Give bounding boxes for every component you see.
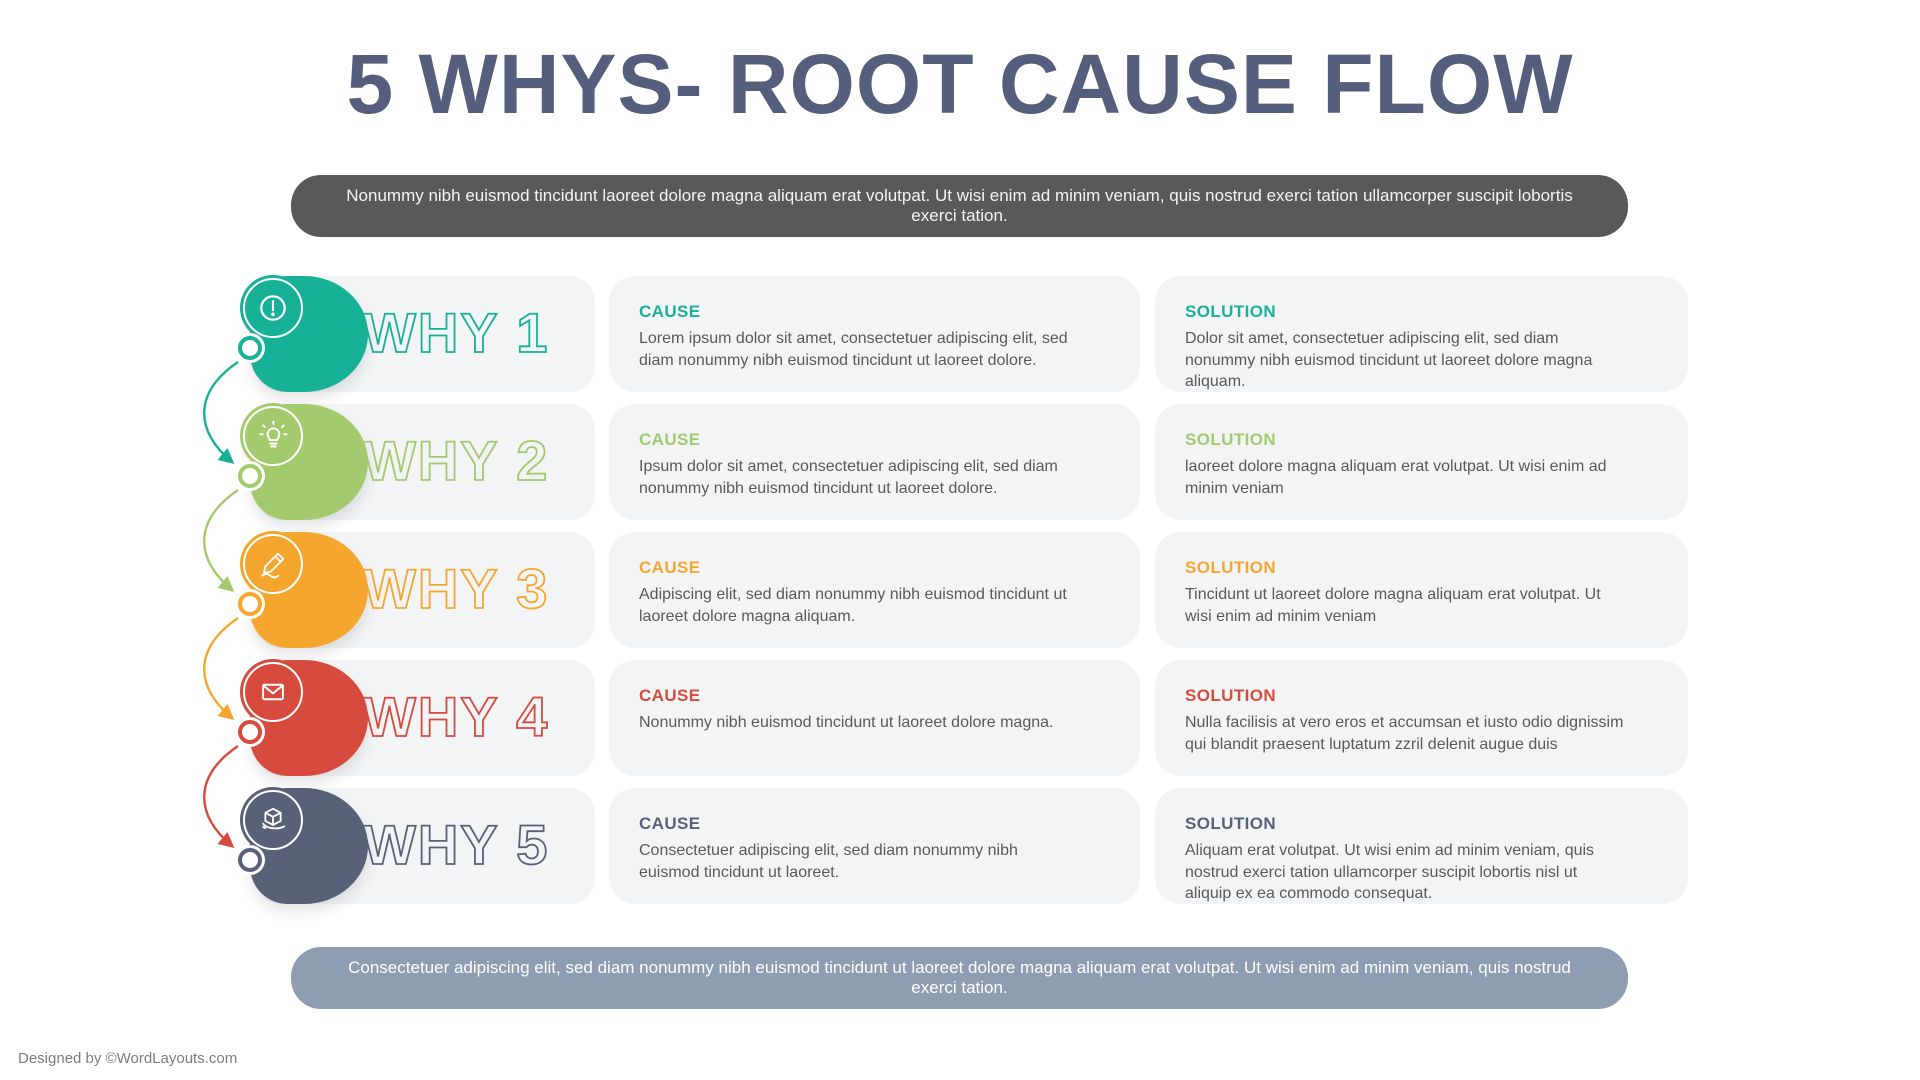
why-2-label-card: [255, 404, 595, 520]
footer-credit: Designed by ©WordLayouts.com: [18, 1050, 238, 1067]
why-2-cause-card: [609, 404, 1140, 520]
pencil-icon: [255, 546, 291, 582]
solution-heading: SOLUTION: [1185, 558, 1277, 577]
why-5-label: [359, 788, 591, 904]
why-2-connector-ring: [238, 464, 262, 488]
why-row-3: [255, 532, 1688, 648]
cause-heading: CAUSE: [639, 814, 701, 833]
why-1-connector-ring: [238, 336, 262, 360]
cause-text: Nonummy nibh euismod tincidunt ut laoreet dolore magna.: [639, 714, 1054, 731]
intro-banner: [291, 175, 1628, 237]
arrow-why2-why3: [204, 490, 238, 590]
cause-text: Consectetuer adipiscing elit, sed diam nonummy nibh euismod tincidunt ut laoreet.: [639, 842, 1018, 881]
why-3-solution-card: [1155, 532, 1688, 648]
why-1-icon-circle: [240, 275, 306, 341]
svg-text:WHY 2: WHY 2: [363, 429, 550, 492]
why-4-connector-ring: [238, 720, 262, 744]
why-5-label-card: [255, 788, 595, 904]
cause-heading: CAUSE: [639, 302, 701, 321]
svg-text:WHY 5: WHY 5: [363, 813, 550, 876]
why-row-4: [255, 660, 1688, 776]
solution-text: Aliquam erat volutpat. Ut wisi enim ad minim veniam, quis nostrud exerci tation ullamcorper suscipit lobortis nisl ut aliquip ex ea commodo consequat.: [1185, 842, 1595, 903]
why-2-label: [359, 404, 591, 520]
solution-text: Nulla facilisis at vero eros et accumsan et iusto odio dignissim qui blandit praesent luptatum zzril delenit augue duis: [1185, 714, 1624, 753]
cause-heading: CAUSE: [639, 430, 701, 449]
envelope-icon: [255, 674, 291, 710]
why-1-solution-card: [1155, 276, 1688, 392]
page-title: 5 WHYS- ROOT CAUSE FLOW: [346, 37, 1574, 131]
intro-banner-text: Nonummy nibh euismod tincidunt laoreet dolore magna aliquam erat volutpat. Ut wisi enim ad minim veniam, quis nostrud exerci tation ullamcorper suscipit lobortis exerci tation.: [346, 186, 1573, 225]
solution-text: Tincidunt ut laoreet dolore magna aliquam erat volutpat. Ut wisi enim ad minim veniam: [1185, 586, 1601, 625]
cause-text: Ipsum dolor sit amet, consectetuer adipiscing elit, sed diam nonummy nibh euismod tincidunt ut laoreet dolore.: [639, 458, 1058, 497]
why-4-cause-card: [609, 660, 1140, 776]
why-row-1: [255, 276, 1688, 392]
why-3-icon-circle: [240, 531, 306, 597]
why-3-label: [359, 532, 591, 648]
arrow-why3-why4: [204, 618, 238, 718]
why-3-label-card: [255, 532, 595, 648]
cause-text: Lorem ipsum dolor sit amet, consectetuer adipiscing elit, sed diam nonummy nibh euismod tincidunt ut laoreet dolore.: [639, 330, 1068, 369]
why-3-connector-ring: [238, 592, 262, 616]
why-1-label-card: [255, 276, 595, 392]
lightbulb-icon: [255, 418, 291, 454]
cause-heading: CAUSE: [639, 558, 701, 577]
cause-text: Adipiscing elit, sed diam nonummy nibh euismod tincidunt ut laoreet dolore magna aliquam.: [639, 586, 1067, 625]
solution-heading: SOLUTION: [1185, 302, 1277, 321]
why-4-icon-circle: [240, 659, 306, 725]
why-4-label-card: [255, 660, 595, 776]
why-5-connector-ring: [238, 848, 262, 872]
why-1-label: [359, 276, 591, 392]
why-3-cause-card: [609, 532, 1140, 648]
why-row-5: [255, 788, 1688, 904]
solution-heading: SOLUTION: [1185, 814, 1277, 833]
arrow-why1-why2: [204, 362, 238, 462]
why-5-cause-card: [609, 788, 1140, 904]
solution-text: Dolor sit amet, consectetuer adipiscing elit, sed diam nonummy nibh euismod tincidunt ut laoreet dolore magna aliquam.: [1185, 330, 1593, 391]
cube-icon: [255, 802, 291, 838]
why-4-solution-card: [1155, 660, 1688, 776]
outro-banner-text: Consectetuer adipiscing elit, sed diam nonummy nibh euismod tincidunt ut laoreet dolore magna aliquam erat volutpat. Ut wisi enim ad minim veniam, quis nostrud exerci tation.: [348, 958, 1571, 997]
why-row-2: [255, 404, 1688, 520]
cause-heading: CAUSE: [639, 686, 701, 705]
svg-text:WHY 1: WHY 1: [363, 301, 550, 364]
why-1-cause-card: [609, 276, 1140, 392]
alert-icon: [255, 290, 291, 326]
outro-banner: [291, 947, 1628, 1009]
why-4-label: [359, 660, 591, 776]
why-5-solution-card: [1155, 788, 1688, 904]
why-2-solution-card: [1155, 404, 1688, 520]
why-5-icon-circle: [240, 787, 306, 853]
svg-text:WHY 4: WHY 4: [363, 685, 550, 748]
solution-heading: SOLUTION: [1185, 430, 1277, 449]
arrow-why4-why5: [204, 746, 238, 846]
svg-text:WHY 3: WHY 3: [363, 557, 550, 620]
why-2-icon-circle: [240, 403, 306, 469]
solution-heading: SOLUTION: [1185, 686, 1277, 705]
solution-text: laoreet dolore magna aliquam erat volutpat. Ut wisi enim ad minim veniam: [1185, 458, 1607, 497]
